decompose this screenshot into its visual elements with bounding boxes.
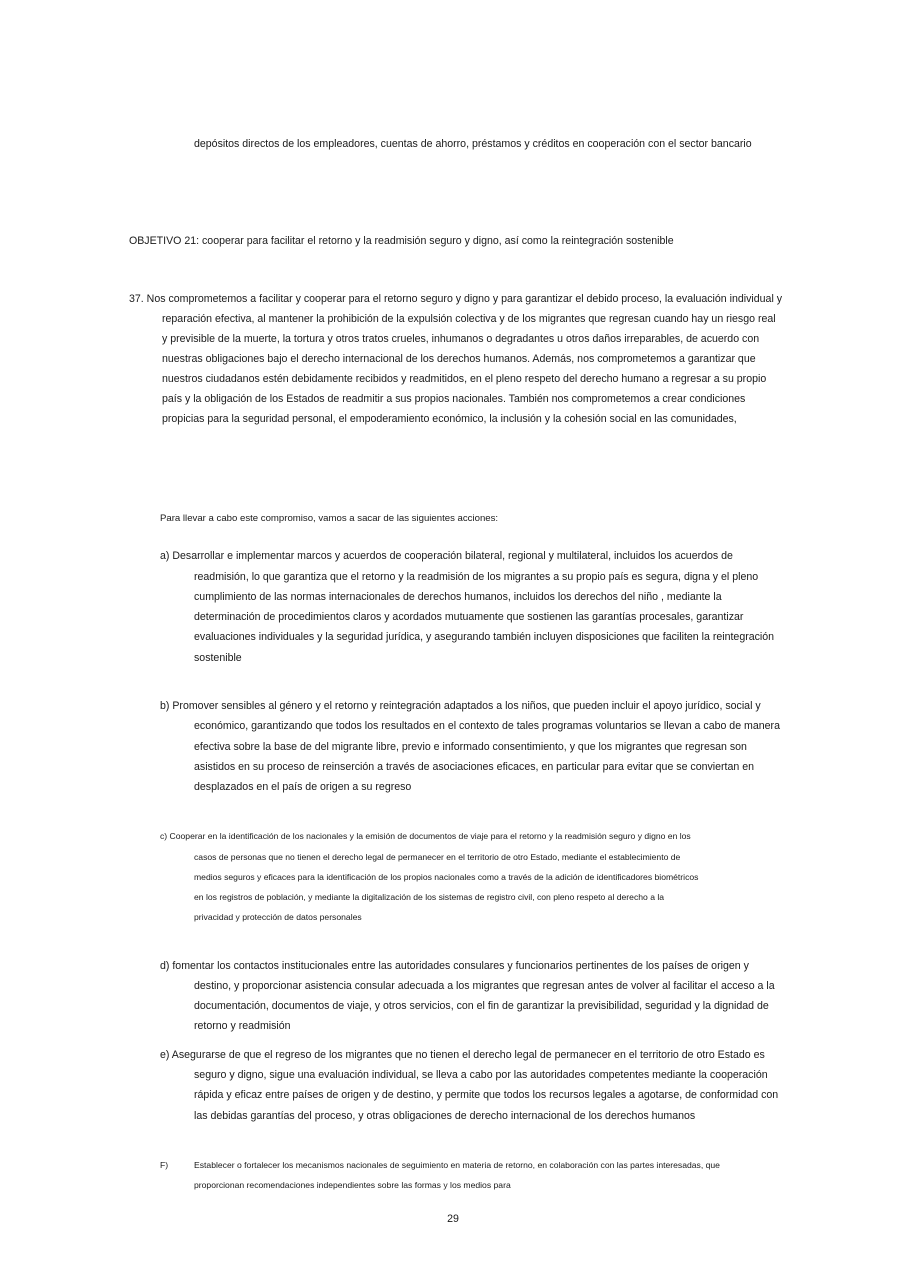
text-line: retorno y readmisión <box>194 1020 291 1032</box>
text-line: Establecer o fortalecer los mecanismos nacionales de seguimiento en materia de retorno, en colaboración con las partes interesadas, que <box>194 1160 720 1170</box>
text-line: medios seguros y eficaces para la identificación de los propios nacionales como a través de la adición de identificadores biométricos <box>194 872 699 882</box>
text-line: b) Promover sensibles al género y el retorno y reintegración adaptados a los niños, que pueden incluir el apoyo jurídico, social y <box>160 700 761 712</box>
text-line: desplazados en el país de origen a su regreso <box>194 781 412 793</box>
text-line: nuestros ciudadanos estén debidamente recibidos y readmitidos, en el pleno respeto del derecho humano a regresar a su propio <box>162 373 767 385</box>
objective-heading: OBJETIVO 21: cooperar para facilitar el retorno y la readmisión seguro y digno, así como la reintegración sostenible <box>129 235 674 247</box>
text-line: económico, garantizando que todos los resultados en el contexto de tales programas voluntarios se llevan a cabo de manera <box>194 720 780 732</box>
text-line: c) Cooperar en la identificación de los nacionales y la emisión de documentos de viaje para el retorno y la readmisión seguro y digno en los <box>160 831 691 841</box>
text-line: determinación de procedimientos claros y acordados mutuamente que sostienen las garantías procesales, garantizar <box>194 611 744 623</box>
list-label: F) <box>160 1160 169 1170</box>
text-line: a) Desarrollar e implementar marcos y acuerdos de cooperación bilateral, regional y multilateral, incluidos los acuerdos de <box>160 550 733 562</box>
text-line: 37. Nos comprometemos a facilitar y cooperar para el retorno seguro y digno y para garantizar el debido proceso, la evaluación individual y <box>129 293 783 305</box>
text-line: d) fomentar los contactos institucionales entre las autoridades consulares y funcionarios pertinentes de los países de origen y <box>160 960 749 972</box>
text-line: evaluaciones individuales y la seguridad jurídica, y asegurando también incluyen disposiciones que faciliten la reintegración <box>194 631 775 643</box>
text-line: país y la obligación de los Estados de readmitir a sus propios nacionales. También nos comprometemos a crear condiciones <box>162 393 746 405</box>
text-line: efectiva sobre la base de del migrante libre, previo e informado consentimiento, y que los migrantes que regresan son <box>194 741 747 753</box>
page-number: 29 <box>447 1213 459 1225</box>
text-line: readmisión, lo que garantiza que el retorno y la readmisión de los migrantes a su propio país es segura, digna y el pleno <box>194 571 759 583</box>
text-line: y previsible de la muerte, la tortura y otros tratos crueles, inhumanos o degradantes u otros daños irreparables, de acuerdo con <box>162 333 760 345</box>
text-line: en los registros de población, y mediante la digitalización de los sistemas de registro civil, con pleno respeto al derecho a la <box>194 892 665 902</box>
text-line: proporcionan recomendaciones independientes sobre las formas y los medios para <box>194 1180 511 1190</box>
text-line: destino, y proporcionar asistencia consular adecuada a los migrantes que regresan antes de volver al facilitar el acceso a la <box>194 980 775 992</box>
text-line: casos de personas que no tienen el derecho legal de permanecer en el territorio de otro Estado, mediante el establecimiento de <box>194 852 681 862</box>
text-line: privacidad y protección de datos personales <box>194 912 362 922</box>
actions-intro: Para llevar a cabo este compromiso, vamos a sacar de las siguientes acciones: <box>160 513 499 524</box>
continuation-line: depósitos directos de los empleadores, cuentas de ahorro, préstamos y créditos en cooperación con el sector bancario <box>194 138 752 150</box>
text-line: asistidos en su proceso de reinserción a través de asociaciones eficaces, en particular para evitar que se conviertan en <box>194 761 755 773</box>
text-line: e) Asegurarse de que el regreso de los migrantes que no tienen el derecho legal de permanecer en el territorio de otro Estado es <box>160 1049 765 1061</box>
text-line: cumplimiento de las normas internacionales de derechos humanos, incluidos los derechos del niño , mediante la <box>194 591 722 603</box>
text-line: seguro y digno, sigue una evaluación individual, se lleva a cabo por las autoridades competentes mediante la cooperación <box>194 1069 768 1081</box>
text-line: nuestras obligaciones bajo el derecho internacional de los derechos humanos. Además, nos comprometemos a garantizar que <box>162 353 756 365</box>
text-line: propicias para la seguridad personal, el empoderamiento económico, la inclusión y la cohesión social en las comunidades, <box>162 413 737 425</box>
text-line: reparación efectiva, al mantener la prohibición de la expulsión colectiva y de los migrantes que regresan cuando hay un riesgo real <box>162 313 776 325</box>
text-line: documentación, documentos de viaje, y otros servicios, con el fin de garantizar la previsibilidad, seguridad y la dignidad de <box>194 1000 769 1012</box>
text-line: rápida y eficaz entre países de origen y de destino, y permite que todos los recursos legales a agotarse, de conformidad con <box>194 1089 779 1101</box>
text-line: sostenible <box>194 652 242 664</box>
text-line: las debidas garantías del proceso, y otras obligaciones de derecho internacional de los derechos humanos <box>194 1110 696 1122</box>
